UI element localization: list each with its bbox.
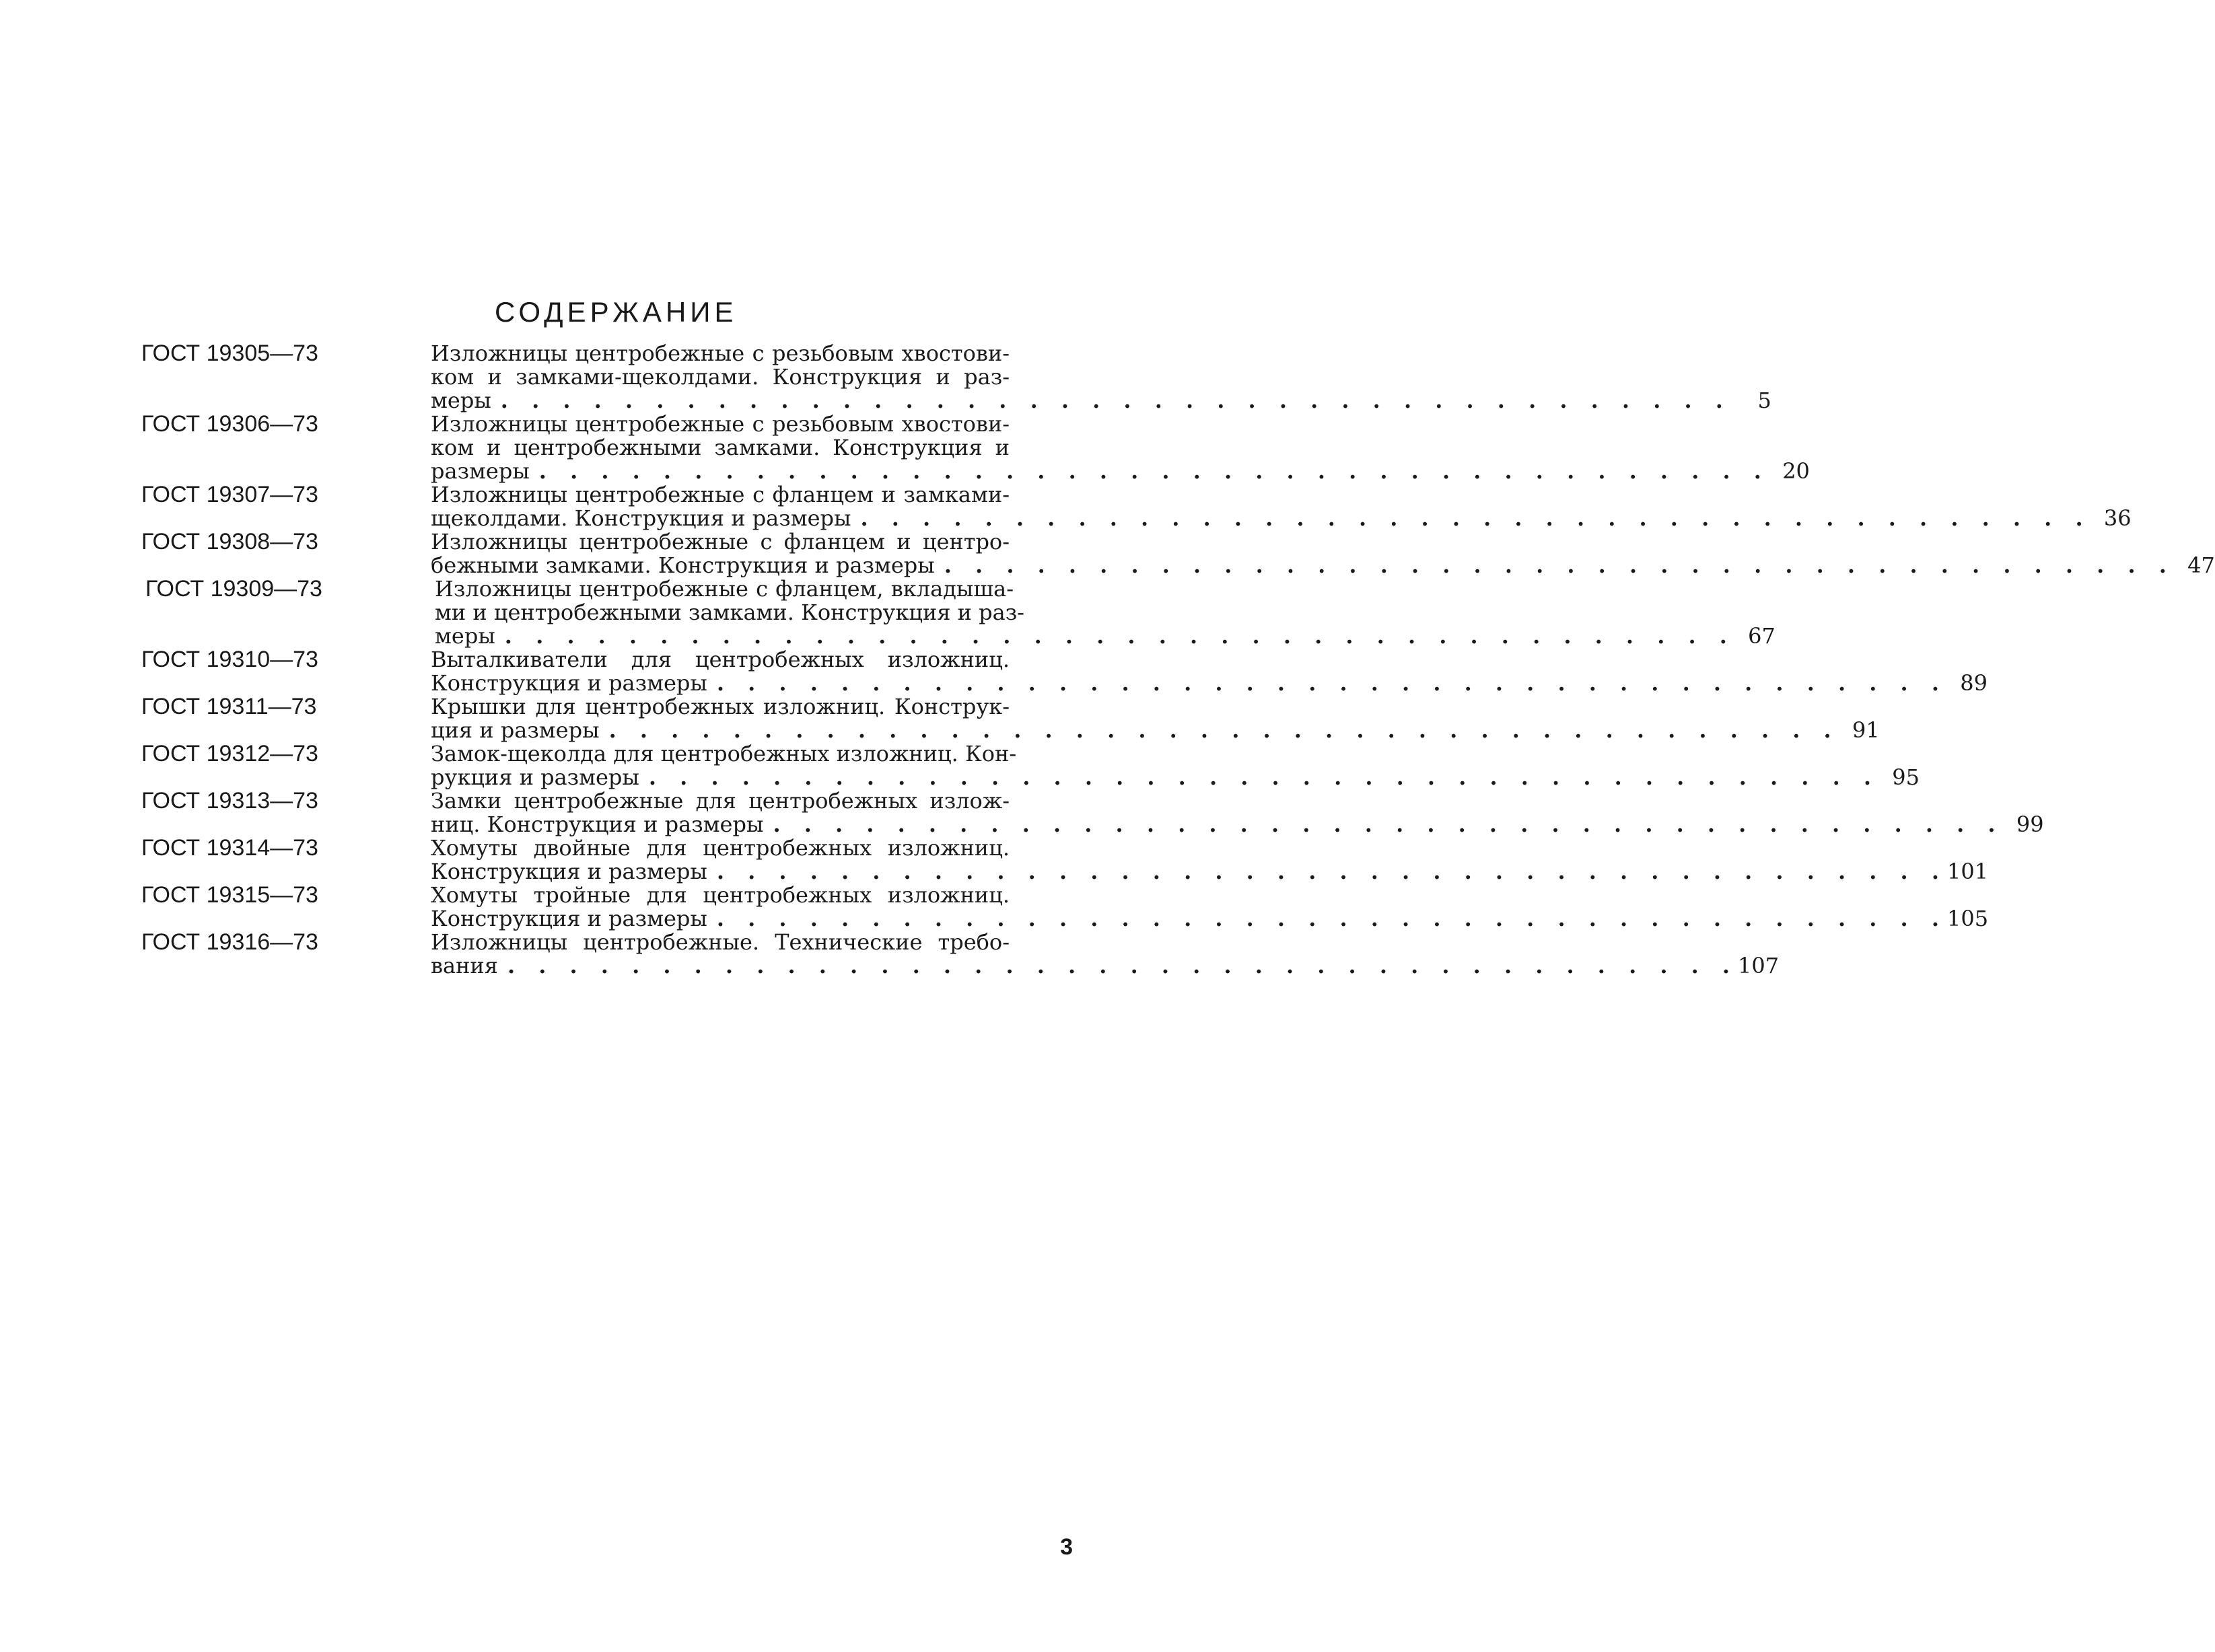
entry-description [431, 340, 1771, 413]
description-line: Изложницы центробежные. Технические требо- [431, 929, 1010, 955]
page-reference[interactable]: 89 [1960, 670, 1988, 696]
dot-leader: . . . . . . . . . . . . . . . . . . . . . . . . . . . . . . . . . . . . . . . . [500, 388, 1731, 413]
toc-entry [141, 929, 1780, 978]
description-line: Крышки для центробежных изложниц. Конструк- [431, 694, 1010, 719]
dot-leader: . . . . . . . . . . . . . . . . . . . . . . . . . . . . . . . . . . . . . . . . [716, 906, 1947, 931]
description-line: Изложницы центробежные с фланцем, вкладыша- [435, 576, 1014, 602]
description-line: Изложницы центробежные с резьбовым хвостови- [431, 340, 1010, 366]
gost-number: ГОСТ 19305—73 [141, 340, 318, 366]
entry-description [435, 576, 1775, 649]
description-last-line [431, 812, 2044, 837]
dot-leader: . . . . . . . . . . . . . . . . . . . . . . . . . . . . . . . . . . . . . . . . [538, 458, 1769, 484]
toc-entry [141, 882, 1989, 931]
entry-description [431, 529, 2215, 578]
gost-number: ГОСТ 19306—73 [141, 411, 318, 437]
description-line: Изложницы центробежные с резьбовым хвостови- [431, 411, 1010, 437]
description-line: щеколдами. Конструкция и размеры [431, 505, 851, 531]
description-last-line [435, 623, 1775, 649]
description-last-line [431, 717, 1880, 743]
page-reference[interactable]: 99 [2016, 812, 2044, 837]
description-last-line [431, 670, 1988, 696]
toc-entry [141, 529, 2215, 578]
entry-description [431, 482, 2132, 531]
description-line: Конструкция и размеры [431, 859, 707, 884]
description-line: ция и размеры [431, 717, 600, 743]
description-line: Изложницы центробежные с фланцем и замками- [431, 482, 1010, 507]
entry-description [431, 694, 1880, 743]
gost-number: ГОСТ 19311—73 [141, 694, 317, 719]
page-reference[interactable]: 91 [1852, 717, 1880, 743]
gost-number: ГОСТ 19310—73 [141, 647, 318, 672]
entry-description [431, 647, 1988, 696]
dot-leader: . . . . . . . . . . . . . . . . . . . . . . . . . . . . . . . . . . . . . . . . [504, 623, 1735, 649]
dot-leader: . . . . . . . . . . . . . . . . . . . . . . . . . . . . . . . . . . . . . . . . [507, 953, 1738, 978]
page-reference[interactable]: 36 [2103, 505, 2132, 531]
description-last-line [431, 388, 1771, 413]
description-line: меры [435, 623, 495, 649]
description-line: меры [431, 388, 491, 413]
description-line: бежными замками. Конструкция и размеры [431, 552, 935, 578]
table-of-contents [141, 340, 2215, 978]
gost-number: ГОСТ 19314—73 [141, 835, 318, 861]
page-title: СОДЕРЖАНИЕ [495, 296, 738, 328]
gost-number: ГОСТ 19308—73 [141, 529, 318, 554]
toc-entry [141, 576, 1775, 649]
description-line: Замок-щеколда для центробежных изложниц. Кон- [431, 741, 1017, 766]
toc-entry [141, 482, 2132, 531]
gost-number: ГОСТ 19315—73 [141, 882, 318, 908]
dot-leader: . . . . . . . . . . . . . . . . . . . . . . . . . . . . . . . . . . . . . . . . [716, 670, 1947, 696]
description-last-line [431, 953, 1780, 978]
page-number: 3 [1060, 1534, 1073, 1560]
description-last-line [431, 505, 2132, 531]
description-line: ком и центробежными замками. Конструкция и [431, 435, 1010, 460]
description-line: Хомуты тройные для центробежных изложниц. [431, 882, 1010, 908]
page-reference[interactable]: 20 [1782, 458, 1810, 484]
description-line: ми и центробежными замками. Конструкция и раз- [435, 600, 1024, 625]
entry-description [431, 835, 1989, 884]
description-line: Конструкция и размеры [431, 906, 707, 931]
description-line: ниц. Конструкция и размеры [431, 812, 764, 837]
page-reference[interactable]: 107 [1738, 953, 1780, 978]
gost-number: ГОСТ 19313—73 [141, 788, 318, 814]
gost-number: ГОСТ 19316—73 [141, 929, 318, 955]
entry-description [431, 788, 2044, 837]
description-line: Хомуты двойные для центробежных изложниц. [431, 835, 1010, 861]
description-last-line [431, 859, 1989, 884]
page-reference[interactable]: 5 [1757, 388, 1771, 413]
page-reference[interactable]: 67 [1748, 623, 1775, 649]
page-reference[interactable]: 105 [1946, 906, 1989, 931]
entry-description [431, 411, 1810, 484]
gost-number: ГОСТ 19312—73 [141, 741, 318, 766]
description-line: Замки центробежные для центробежных излож- [431, 788, 1010, 814]
toc-entry [141, 788, 2044, 837]
toc-entry [141, 694, 1880, 743]
description-last-line [431, 458, 1810, 484]
page-reference[interactable]: 47 [2187, 552, 2215, 578]
entry-description [431, 929, 1780, 978]
description-last-line [431, 552, 2215, 578]
dot-leader: . . . . . . . . . . . . . . . . . . . . . . . . . . . . . . . . . . . . . . . . [944, 552, 2175, 578]
description-line: Изложницы центробежные с фланцем и центро- [431, 529, 1010, 554]
dot-leader: . . . . . . . . . . . . . . . . . . . . . . . . . . . . . . . . . . . . . . . . [773, 812, 2004, 837]
page-reference[interactable]: 95 [1892, 764, 1920, 790]
gost-number: ГОСТ 19307—73 [141, 482, 318, 507]
dot-leader: . . . . . . . . . . . . . . . . . . . . . . . . . . . . . . . . . . . . . . . . [608, 717, 1839, 743]
toc-entry [141, 340, 1771, 413]
description-line: Выталкиватели для центробежных изложниц. [431, 647, 1010, 672]
dot-leader: . . . . . . . . . . . . . . . . . . . . . . . . . . . . . . . . . . . . . . . . [860, 505, 2091, 531]
toc-entry [141, 835, 1989, 884]
description-line: рукция и размеры [431, 764, 639, 790]
page-reference[interactable]: 101 [1946, 859, 1989, 884]
entry-description [431, 882, 1989, 931]
toc-entry [141, 647, 1988, 696]
description-line: вания [431, 953, 498, 978]
description-last-line [431, 906, 1989, 931]
gost-number: ГОСТ 19309—73 [145, 576, 322, 602]
entry-description [431, 741, 1920, 790]
description-line: размеры [431, 458, 530, 484]
toc-entry [141, 741, 1920, 790]
description-line: ком и замками-щеколдами. Конструкция и раз- [431, 364, 1010, 390]
description-line: Конструкция и размеры [431, 670, 707, 696]
description-last-line [431, 764, 1920, 790]
dot-leader: . . . . . . . . . . . . . . . . . . . . . . . . . . . . . . . . . . . . . . . . [648, 764, 1879, 790]
dot-leader: . . . . . . . . . . . . . . . . . . . . . . . . . . . . . . . . . . . . . . . . [716, 859, 1947, 884]
toc-entry [141, 411, 1810, 484]
